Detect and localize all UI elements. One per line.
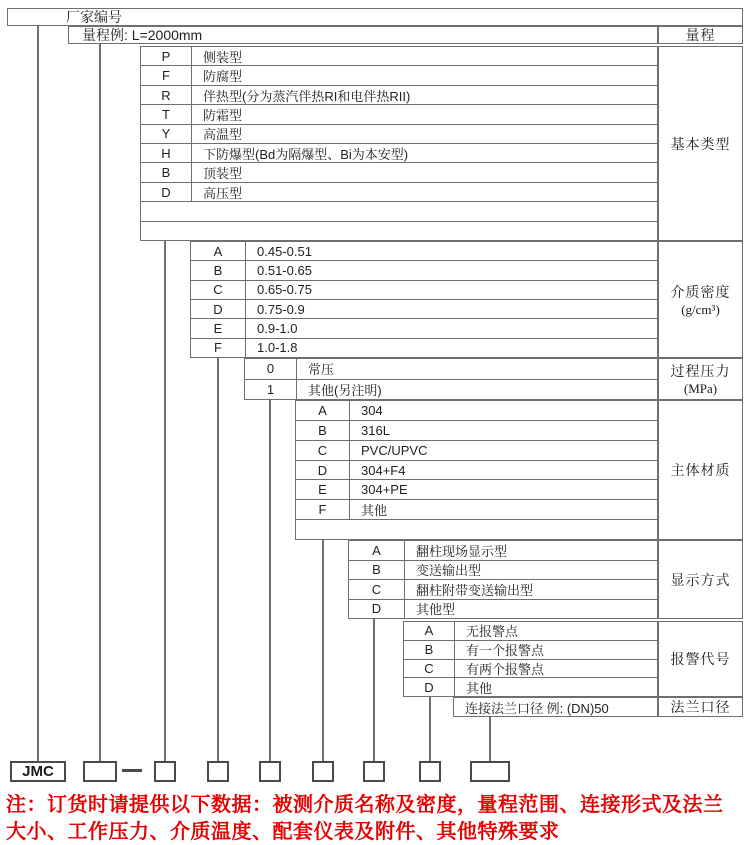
density-desc: 0.45-0.51 — [257, 243, 312, 259]
range-row — [68, 26, 658, 44]
basic-row — [141, 65, 657, 84]
material-row — [296, 420, 657, 440]
display-code: C — [349, 580, 405, 599]
alarm-code: A — [404, 622, 455, 640]
basic-empty-cell — [141, 202, 657, 220]
pressure-category-label — [658, 358, 743, 400]
basic-row — [141, 85, 657, 104]
pressure-row — [245, 379, 657, 400]
connector-line — [37, 25, 39, 761]
basic-code: H — [141, 144, 192, 162]
model-code-box — [470, 761, 510, 782]
basic-label-text: 基本类型 — [670, 137, 731, 153]
model-code-box — [259, 761, 281, 782]
density-row — [191, 260, 657, 279]
basic-code: D — [141, 183, 192, 201]
connector-line — [489, 717, 491, 761]
pressure-code: 1 — [245, 380, 297, 400]
connector-line — [373, 619, 375, 761]
model-code-box — [154, 761, 176, 782]
basic-table — [140, 46, 658, 241]
density-code: E — [191, 319, 246, 337]
material-code: E — [296, 480, 350, 499]
material-category-label — [658, 400, 743, 540]
pressure-desc: 常压 — [308, 362, 335, 378]
density-code: C — [191, 281, 246, 299]
model-code-box — [207, 761, 229, 782]
model-code-box — [363, 761, 385, 782]
alarm-category-label — [658, 621, 743, 697]
range-example-text: 量程例: L=2000mm — [82, 27, 203, 43]
density-label-unit: (g/cm³) — [681, 301, 720, 317]
material-empty-cell — [296, 520, 657, 539]
pressure-label-unit: (MPa) — [683, 381, 718, 396]
density-row — [191, 318, 657, 337]
display-row — [349, 579, 657, 599]
basic-code: B — [141, 163, 192, 181]
basic-desc: 伴热型(分为蒸汽伴热RI和电伴热RII) — [203, 88, 411, 104]
display-code: A — [349, 541, 405, 560]
basic-code: P — [141, 47, 192, 65]
alarm-code: C — [404, 660, 455, 678]
manufacturer-code-label: 厂家编号 — [66, 9, 122, 25]
display-code: B — [349, 561, 405, 580]
connector-line — [217, 358, 219, 761]
density-desc: 0.75-0.9 — [257, 301, 305, 317]
density-desc: 0.51-0.65 — [257, 262, 312, 278]
alarm-label-text: 报警代号 — [670, 653, 731, 668]
material-row — [296, 401, 657, 420]
connector-line — [99, 44, 101, 761]
material-desc: PVC/UPVC — [361, 442, 428, 458]
basic-row — [141, 124, 657, 143]
display-label-text: 显示方式 — [670, 573, 731, 589]
basic-desc: 高压型 — [203, 185, 243, 201]
basic-empty-cell — [141, 222, 657, 240]
material-row — [296, 440, 657, 460]
material-code: F — [296, 500, 350, 519]
alarm-desc: 有两个报警点 — [466, 661, 545, 677]
basic-row — [141, 47, 657, 65]
material-row — [296, 460, 657, 480]
connector-line — [322, 540, 324, 761]
display-row — [349, 541, 657, 560]
model-code-box — [419, 761, 441, 782]
material-row — [296, 499, 657, 519]
connector-line — [164, 241, 166, 761]
connector-line — [269, 400, 271, 761]
density-desc: 0.65-0.75 — [257, 282, 312, 298]
density-category-label — [658, 241, 743, 358]
order-note-line-2: 大小、工作压力、介质温度、配套仪表及附件、其他特殊要求 — [6, 821, 560, 843]
basic-row — [141, 221, 657, 240]
alarm-code: D — [404, 678, 455, 696]
display-desc: 翻柱现场显示型 — [416, 543, 508, 559]
basic-desc: 高温型 — [203, 127, 243, 143]
basic-code: Y — [141, 125, 192, 143]
material-code: B — [296, 421, 350, 440]
density-row — [191, 338, 657, 357]
display-row — [349, 560, 657, 580]
basic-desc: 顶装型 — [203, 166, 243, 182]
basic-desc: 防腐型 — [203, 69, 243, 85]
flange-category-label: 法兰口径 — [658, 697, 743, 717]
alarm-desc: 有一个报警点 — [466, 643, 545, 659]
material-row — [296, 519, 657, 539]
material-desc: 其他 — [361, 503, 388, 519]
basic-code: T — [141, 105, 192, 123]
basic-desc: 侧装型 — [203, 49, 243, 65]
density-code: F — [191, 339, 246, 357]
alarm-row — [404, 677, 657, 696]
material-row — [296, 479, 657, 499]
alarm-row — [404, 622, 657, 640]
basic-row — [141, 182, 657, 201]
basic-category-label — [658, 46, 743, 241]
alarm-code: B — [404, 641, 455, 659]
alarm-row — [404, 659, 657, 678]
material-desc: 304+PE — [361, 482, 408, 498]
alarm-desc: 其他 — [466, 680, 493, 696]
pressure-label-text: 过程压力 — [670, 365, 731, 380]
basic-row — [141, 162, 657, 181]
display-desc: 翻柱附带变送输出型 — [416, 582, 534, 598]
connector-line — [429, 697, 431, 761]
density-row — [191, 299, 657, 318]
basic-desc: 防霜型 — [203, 107, 243, 123]
dash-separator — [122, 769, 142, 772]
density-code: B — [191, 261, 246, 279]
density-desc: 0.9-1.0 — [257, 320, 298, 336]
density-desc: 1.0-1.8 — [257, 340, 298, 356]
pressure-desc: 其他(另注明) — [308, 382, 382, 398]
model-code-box — [83, 761, 117, 782]
basic-code: R — [141, 86, 192, 104]
pressure-row — [245, 359, 657, 379]
density-code: D — [191, 300, 246, 318]
material-desc: 304 — [361, 402, 383, 418]
material-code: C — [296, 441, 350, 460]
flange-row: 连接法兰口径 例: (DN)50 — [453, 697, 658, 717]
basic-row — [141, 201, 657, 220]
model-code-box — [312, 761, 334, 782]
manufacturer-code-row — [7, 8, 743, 26]
display-table — [348, 540, 658, 619]
density-row — [191, 280, 657, 299]
basic-desc: 下防爆型(Bd为隔爆型、Bi为本安型) — [203, 146, 409, 162]
material-code: D — [296, 461, 350, 480]
density-row — [191, 242, 657, 260]
pressure-table — [244, 358, 658, 400]
material-table — [295, 400, 658, 540]
display-code: D — [349, 600, 405, 619]
basic-row — [141, 104, 657, 123]
alarm-row — [404, 640, 657, 659]
alarm-table — [403, 621, 658, 697]
material-desc: 304+F4 — [361, 462, 406, 478]
basic-code: F — [141, 66, 192, 84]
display-desc: 其他型 — [416, 602, 456, 618]
material-label-text: 主体材质 — [670, 464, 731, 479]
density-table — [190, 241, 658, 358]
density-label-text: 介质密度 — [670, 285, 731, 301]
display-desc: 变送输出型 — [416, 563, 482, 579]
range-label-text: 量程 — [685, 29, 716, 44]
order-note-line-1: 注：订货时请提供以下数据：被测介质名称及密度，量程范围、连接形式及法兰 — [6, 794, 724, 816]
basic-row — [141, 143, 657, 162]
alarm-desc: 无报警点 — [466, 624, 519, 640]
pressure-code: 0 — [245, 359, 297, 379]
model-prefix-box: JMC — [10, 761, 66, 782]
density-code: A — [191, 242, 246, 260]
range-category-label — [658, 26, 743, 44]
material-code: A — [296, 401, 350, 420]
display-row — [349, 599, 657, 619]
display-category-label — [658, 540, 743, 619]
material-desc: 316L — [361, 422, 390, 438]
